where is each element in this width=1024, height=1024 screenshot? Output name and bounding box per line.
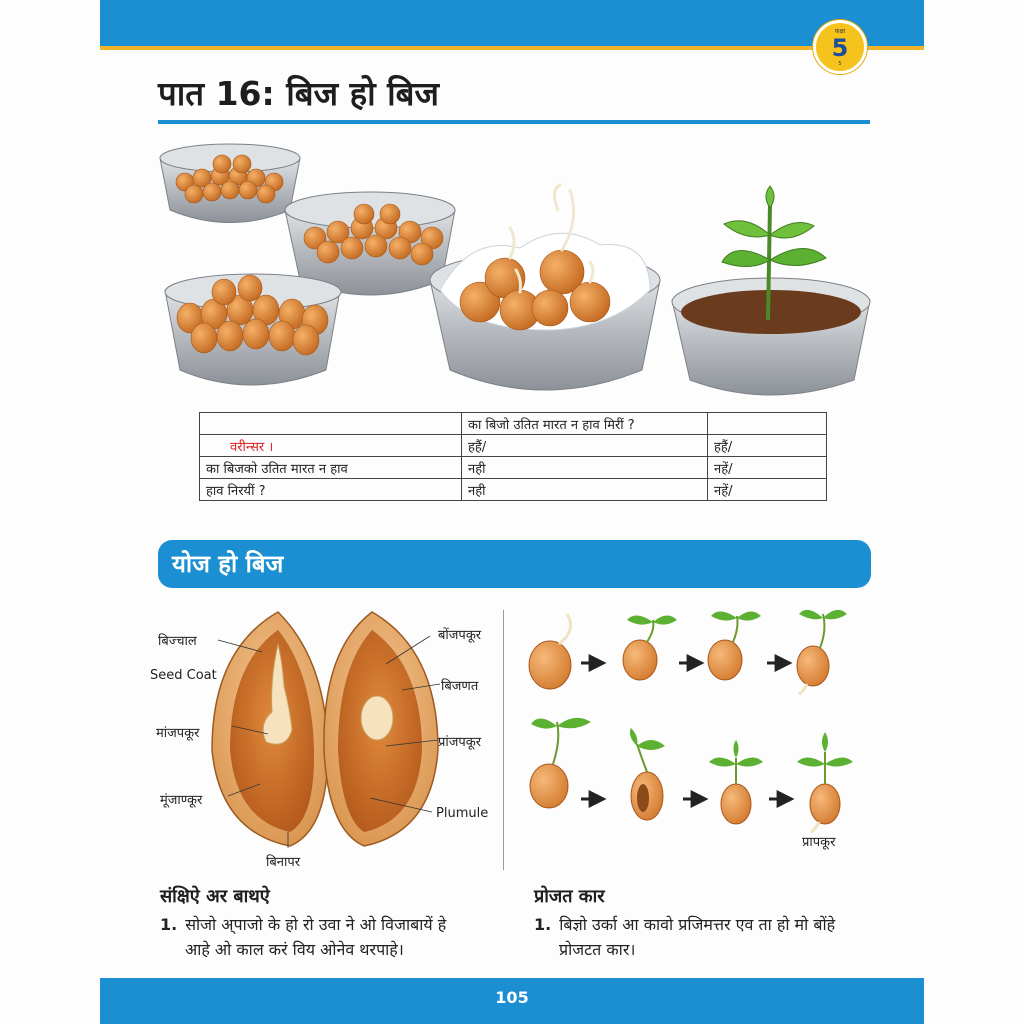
- seed-label-seed-coat-hindi: बिज्चाल: [158, 634, 197, 649]
- table-row: [200, 435, 827, 457]
- table-cell: नहें/: [708, 479, 827, 501]
- section-banner: योज हो बिज: [158, 540, 871, 588]
- stage-5: [530, 718, 591, 808]
- table-header-row: [200, 413, 827, 435]
- grade-badge-top-text: कक्षा: [834, 28, 846, 35]
- seed-label-hilum: बिनापर: [266, 855, 301, 870]
- table-cell: [200, 413, 462, 435]
- seed-bowls-illustration: [150, 130, 880, 410]
- table-cell: का बिजको उतित मारत न हाव: [200, 457, 462, 479]
- bowl-dry-seeds-large: [165, 274, 341, 385]
- table-cell: हहैं/: [462, 435, 708, 457]
- question-number: 1.: [534, 915, 552, 934]
- bowl-dry-seeds-small: [160, 144, 300, 223]
- left-question-item: [160, 912, 500, 962]
- column-divider: [503, 610, 504, 870]
- bowl-soil-sapling: [672, 186, 870, 395]
- seed-label-germ: बोंजपकूर: [438, 628, 482, 643]
- seed-label-radicle: मूंजाण्कूर: [160, 793, 203, 808]
- seed-label-embryo: मांजपकूर: [156, 726, 200, 741]
- question-text-line2: आहे ओ काल करं विय ओनेव थरपाहे।: [185, 940, 404, 959]
- title-underline: [158, 120, 870, 124]
- stage-4: [797, 610, 847, 694]
- right-question-item: [534, 912, 874, 962]
- stage-8: [797, 732, 853, 832]
- page-footer: [100, 978, 924, 1024]
- germination-sequence: [515, 600, 875, 860]
- question-text-line1: बिज्ञो उर्का आ कावो प्रजिमत्तर एव ता हो मो बोंहे: [559, 915, 836, 934]
- stage-6: [630, 728, 665, 820]
- seed-label-plumule: Plumule: [436, 806, 489, 821]
- right-questions-heading: प्रोजत कार: [534, 886, 605, 907]
- top-header-accent-line: [100, 46, 924, 50]
- question-number: 1.: [160, 915, 178, 934]
- question-text-line1: सोजो अ्पाजो के हो रो उवा ने ओ विजाबायें हे: [185, 915, 447, 934]
- observation-table: [199, 412, 827, 501]
- stage-2: [623, 615, 677, 680]
- table-cell: नही: [462, 479, 708, 501]
- table-cell: वरीन्सर ।: [200, 435, 462, 457]
- table-cell: नही: [462, 457, 708, 479]
- left-questions-heading: संक्षिऐ अर बाथऐ: [160, 886, 270, 907]
- table-row: [200, 479, 827, 501]
- question-text-line2: प्रोजटत कार।: [559, 940, 636, 959]
- table-cell: नहें/: [708, 457, 827, 479]
- seed-label-cotyledon: बिजणत: [441, 679, 479, 694]
- top-header-bar: [100, 0, 924, 46]
- seed-label-plumule-hindi: प्रांजपकूर: [438, 735, 482, 750]
- table-cell: का बिजो उतित मारत न हाव मिरीं ?: [462, 413, 708, 435]
- seed-label-seed-coat: Seed Coat: [150, 668, 217, 683]
- seed-half-left: [212, 612, 328, 846]
- stage-3: [708, 611, 761, 680]
- stage-7: [709, 740, 763, 824]
- grade-badge-number: 5: [831, 34, 849, 62]
- table-row: [200, 457, 827, 479]
- grade-badge-bottom-text: 5: [838, 61, 842, 67]
- lesson-title: पात 16: बिज हो बिज: [158, 74, 439, 113]
- page-number: 105: [495, 988, 529, 1007]
- seed-half-right: [324, 612, 438, 846]
- bowl-germinating-seeds: [430, 185, 660, 390]
- table-cell: हाव निरयीं ?: [200, 479, 462, 501]
- table-cell: [708, 413, 827, 435]
- grade-badge: [813, 20, 867, 74]
- table-cell: हहैं/: [708, 435, 827, 457]
- stage-1: [529, 614, 571, 689]
- germination-caption: प्रापकूर: [802, 835, 836, 850]
